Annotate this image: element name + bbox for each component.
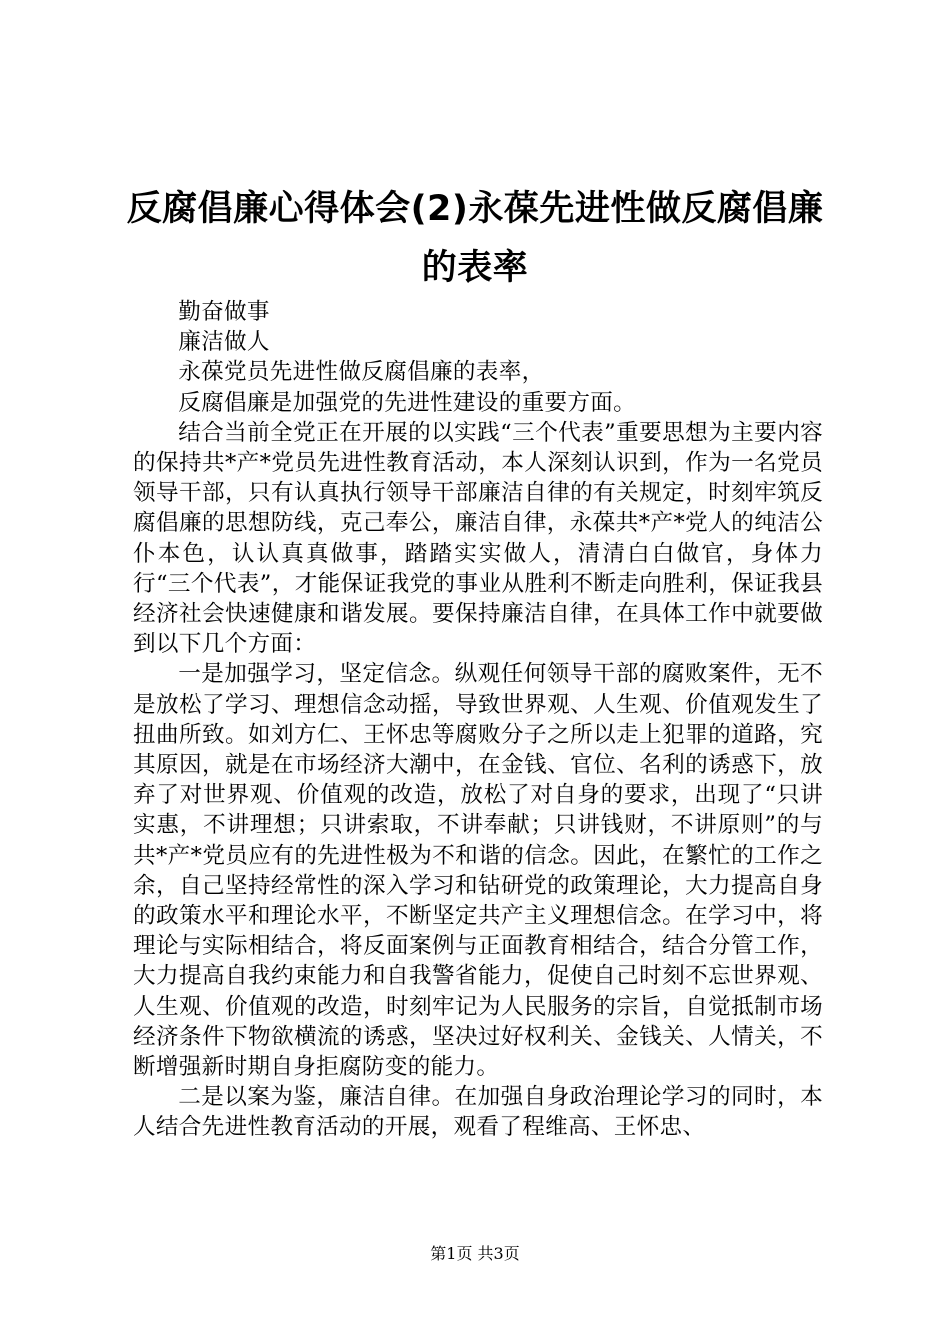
paragraph-subtitle-1: 永葆党员先进性做反腐倡廉的表率， (178, 359, 545, 386)
document-body (133, 297, 823, 1143)
paragraph-motto-1: 勤奋做事 (178, 299, 270, 325)
paragraph-motto-2: 廉洁做人 (178, 329, 270, 356)
document-title-line-2: 的表率 (421, 248, 529, 288)
paragraph-point-two: 二是以案为鉴，廉洁自律。在加强自身政治理论学习的同时，本人结合先进性教育活动的开展，观看了程维高、王怀忠、 (133, 1084, 823, 1141)
paragraph-point-one: 一是加强学习，坚定信念。纵观任何领导干部的腐败案件，无不是放松了学习、理想信念动摇，导致世界观、人生观、价值观发生了扭曲所致。如刘方仁、王怀忠等腐败分子之所以走上犯罪的道路，究其原因，就是在市场经济大潮中，在金钱、官位、名利的诱惑下，放弃了对世界观、价值观的改造，放松了对自身的要求，出现了“只讲实惠，不讲理想；只讲索取，不讲奉献；只讲钱财，不讲原则”的与共*产*党员应有的先进性极为不和谐的信念。因此，在繁忙的工作之余，自己坚持经常性的深入学习和钻研党的政策理论，大力提高自身的政策水平和理论水平，不断坚定共产主义理想信念。在学习中，将理论与实际相结合，将反面案例与正面教育相结合，结合分管工作，大力提高自我约束能力和自我警省能力，促使自己时刻不忘世界观、人生观、价值观的改造，时刻牢记为人民服务的宗旨，自觉抵制市场经济条件下物欲横流的诱惑，坚决过好权利关、金钱关、人情关，不断增强新时期自身拒腐防变的能力。 (133, 661, 823, 1081)
document-title-line-1: 反腐倡廉心得体会(2)永葆先进性做反腐倡廉 (126, 189, 824, 229)
paragraph-intro: 结合当前全党正在开展的以实践“三个代表”重要思想为主要内容的保持共*产*党员先进性教育活动，本人深刻认识到，作为一名党员领导干部，只有认真执行领导干部廉洁自律的有关规定，时刻牢筑反腐倡廉的思想防线，克己奉公，廉洁自律，永葆共*产*党人的纯洁公仆本色，认认真真做事，踏踏实实做人，清清白白做官，身体力行“三个代表”，才能保证我党的事业从胜利不断走向胜利，保证我县经济社会快速健康和谐发展。要保持廉洁自律，在具体工作中就要做到以下几个方面： (133, 419, 823, 658)
page-footer: 第1页 共3页 (430, 1244, 520, 1263)
paragraph-subtitle-2: 反腐倡廉是加强党的先进性建设的重要方面。 (178, 389, 637, 416)
